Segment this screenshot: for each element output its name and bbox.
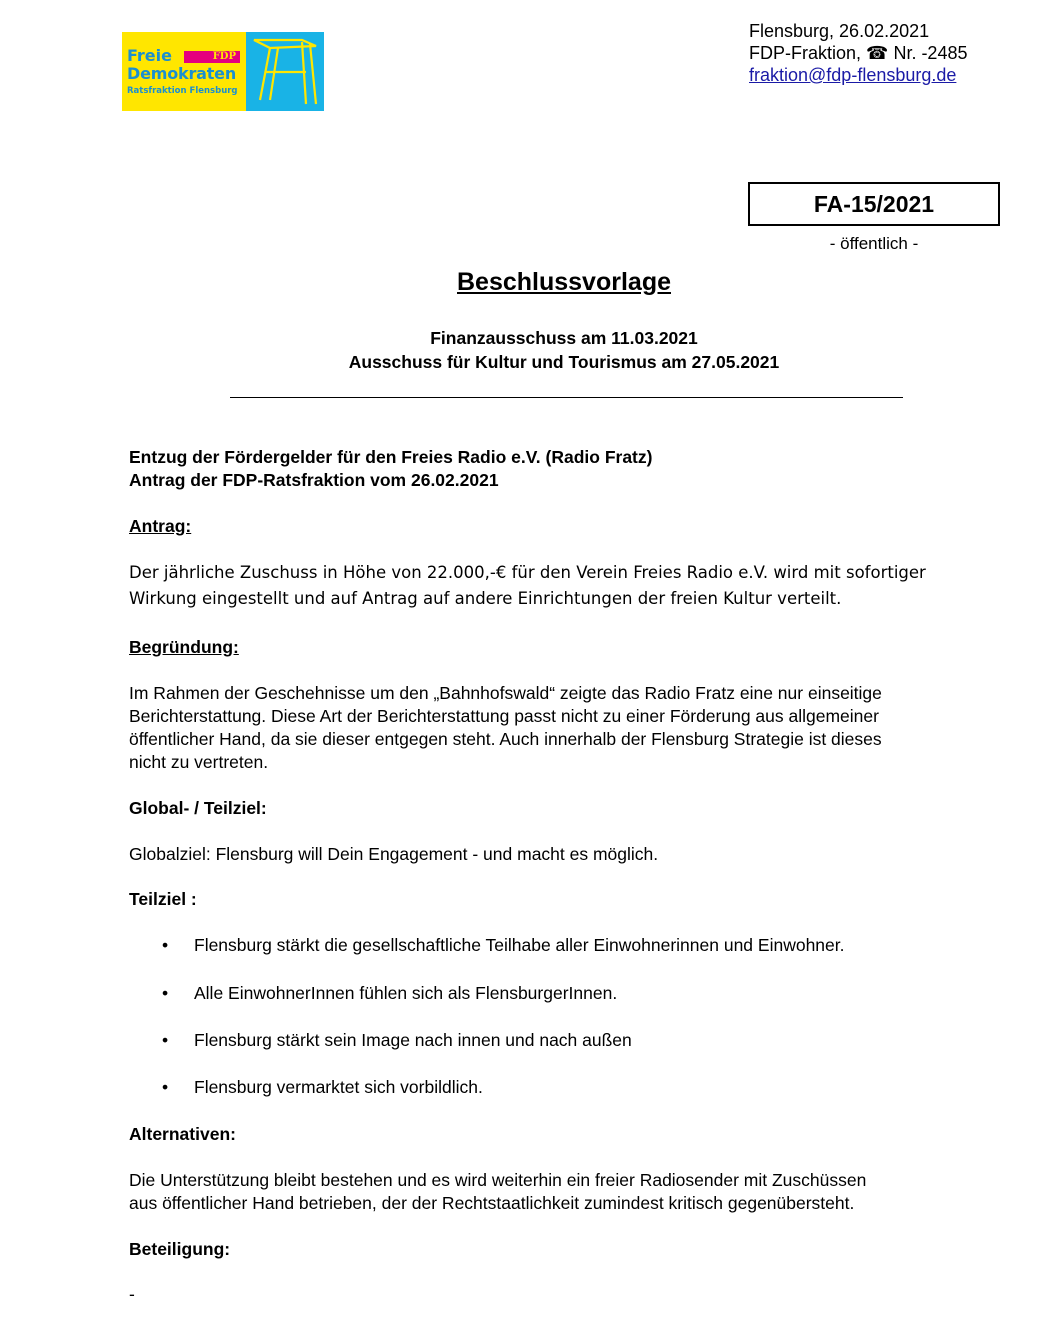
- subject-line-1: Entzug der Fördergelder für den Freies Radio e.V. (Radio Fratz): [129, 447, 653, 467]
- alternativen-heading: Alternativen:: [129, 1124, 236, 1144]
- beteiligung-text: -: [129, 1284, 135, 1304]
- teilziel-item-1: Flensburg stärkt die gesellschaftliche Teilhabe aller Einwohnerinnen und Einwohner.: [194, 935, 845, 955]
- visibility-label: - öffentlich -: [829, 234, 919, 253]
- bullet-icon: •: [162, 935, 169, 955]
- document-title: Beschlussvorlage: [457, 268, 671, 296]
- logo-text-ratsfraktion: Ratsfraktion Flensburg: [127, 86, 238, 96]
- globalziel-text: Globalziel: Flensburg will Dein Engagement - und macht es möglich.: [129, 844, 659, 864]
- subject-line-2: Antrag der FDP-Ratsfraktion vom 26.02.2021: [129, 470, 499, 490]
- teilziel-item-4: Flensburg vermarktet sich vorbildlich.: [194, 1077, 483, 1097]
- begruendung-text-line-3: öffentlicher Hand, da sie dieser entgegen steht. Auch innerhalb der Flensburg Strategie ist dieses: [129, 729, 882, 749]
- bullet-icon: •: [162, 1077, 169, 1097]
- teilziel-item-2: Alle EinwohnerInnen fühlen sich als FlensburgerInnen.: [194, 983, 618, 1003]
- committee-line-1: Finanzausschuss am 11.03.2021: [430, 328, 698, 348]
- alternativen-text-line-2: aus öffentlicher Hand betrieben, der der Rechtstaatlichkeit zumindest kritisch gegenübersteht.: [129, 1193, 855, 1213]
- antrag-heading: Antrag:: [129, 516, 192, 536]
- document-number-box: FA-15/2021: [748, 182, 1000, 226]
- divider: [230, 397, 903, 398]
- beteiligung-heading: Beteiligung:: [129, 1239, 231, 1259]
- logo-text-freie: Freie: [127, 46, 172, 65]
- antrag-text-line-1: Der jährliche Zuschuss in Höhe von 22.000,-€ für den Verein Freies Radio e.V. wird mit sofortiger: [129, 563, 926, 582]
- bullet-icon: •: [162, 1030, 169, 1050]
- teilziel-heading: Teilziel :: [129, 889, 197, 909]
- alternativen-text-line-1: Die Unterstützung bleibt bestehen und es wird weiterhin ein freier Radiosender mit Zuschüssen: [129, 1170, 867, 1190]
- chair-icon: [246, 32, 324, 111]
- begruendung-text-line-2: Berichterstattung. Diese Art der Berichterstattung passt nicht zu einer Förderung aus allgemeiner: [129, 706, 879, 726]
- logo-fdp-badge: FDP: [184, 51, 240, 63]
- committee-line-2: Ausschuss für Kultur und Tourismus am 27.05.2021: [348, 352, 780, 372]
- begruendung-text-line-1: Im Rahmen der Geschehnisse um den „Bahnhofswald“ zeigte das Radio Fratz eine nur einseitige: [129, 683, 882, 703]
- begruendung-text-line-4: nicht zu vertreten.: [129, 752, 269, 772]
- header-place-date: Flensburg, 26.02.2021: [749, 21, 930, 41]
- begruendung-heading: Begründung:: [129, 637, 239, 657]
- header-email-link[interactable]: fraktion@fdp-flensburg.de: [749, 65, 957, 85]
- bullet-icon: •: [162, 983, 169, 1003]
- logo-text-demokraten: Demokraten: [127, 64, 237, 83]
- ziel-heading: Global- / Teilziel:: [129, 798, 267, 818]
- teilziel-item-3: Flensburg stärkt sein Image nach innen und nach außen: [194, 1030, 632, 1050]
- fdp-logo: [122, 32, 324, 111]
- header-faction-phone: FDP-Fraktion, ☎ Nr. -2485: [749, 43, 968, 63]
- antrag-text-line-2: Wirkung eingestellt und auf Antrag auf andere Einrichtungen der freien Kultur verteilt.: [129, 589, 842, 608]
